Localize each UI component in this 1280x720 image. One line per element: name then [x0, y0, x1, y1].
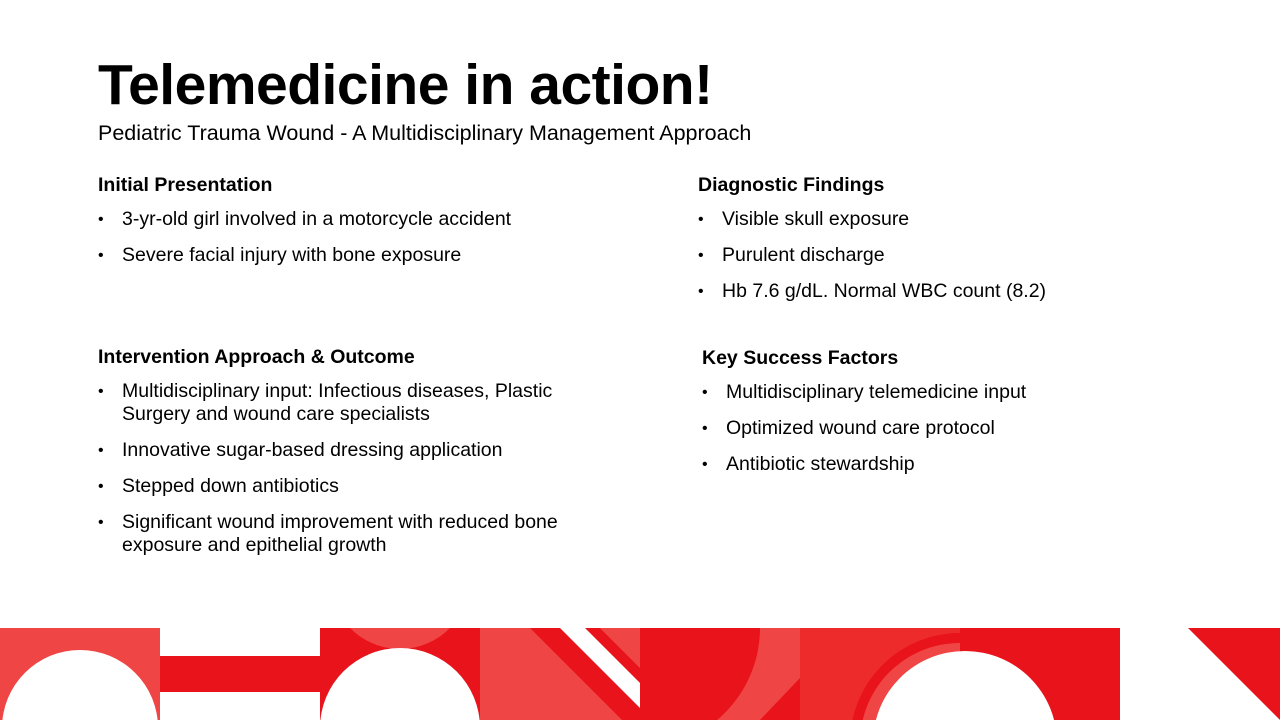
- list-item-text: Multidisciplinary telemedicine input: [726, 381, 1027, 403]
- section-key-success-factors: [702, 345, 1202, 476]
- list-item: [98, 511, 568, 557]
- section-intervention-approach: [98, 344, 568, 557]
- list-item-text: Innovative sugar-based dressing application: [122, 439, 503, 461]
- slide-title: Telemedicine in action!: [98, 53, 713, 117]
- bullet-list: [702, 381, 1202, 476]
- list-item-text: Antibiotic stewardship: [726, 453, 915, 475]
- slide-subtitle: Pediatric Trauma Wound - A Multidisciplinary Management Approach: [98, 121, 752, 145]
- list-item: [98, 244, 598, 267]
- bullet-icon: •: [702, 456, 708, 473]
- bullet-icon: •: [702, 384, 708, 401]
- list-item: [702, 417, 1202, 440]
- list-item-text: Severe facial injury with bone exposure: [122, 244, 462, 266]
- section-initial-presentation: [98, 172, 598, 267]
- list-item-text: Hb 7.6 g/dL. Normal WBC count (8.2): [722, 280, 1047, 302]
- bullet-icon: •: [702, 420, 708, 437]
- bullet-icon: •: [98, 211, 104, 228]
- bullet-icon: •: [98, 247, 104, 264]
- bullet-icon: •: [698, 247, 704, 264]
- bullet-icon: •: [98, 514, 104, 531]
- bullet-icon: •: [698, 283, 704, 300]
- bullet-icon: •: [98, 383, 104, 400]
- banner-tile-8: [1120, 628, 1190, 720]
- geometric-pattern-graphic: [0, 628, 1280, 720]
- section-heading: Key Success Factors: [702, 347, 899, 369]
- list-item-text: Optimized wound care protocol: [726, 417, 995, 439]
- bullet-icon: •: [98, 442, 104, 459]
- list-item: [702, 381, 1202, 404]
- section-heading: Intervention Approach & Outcome: [98, 346, 415, 368]
- list-item-text: Purulent discharge: [722, 244, 885, 266]
- bullet-icon: •: [698, 211, 704, 228]
- list-item-text: Stepped down antibiotics: [122, 475, 339, 497]
- list-item-text: 3-yr-old girl involved in a motorcycle accident: [122, 208, 512, 230]
- list-item: [98, 380, 568, 426]
- list-item-text: Multidisciplinary input: Infectious diseases, Plastic Surgery and wound care specialists: [122, 380, 553, 425]
- list-item: [698, 208, 1198, 231]
- section-heading: Initial Presentation: [98, 174, 273, 196]
- decorative-geometric-banner: [0, 628, 1280, 720]
- list-item: [98, 439, 568, 462]
- list-item-text: Visible skull exposure: [722, 208, 910, 230]
- list-item-text: Significant wound improvement with reduced bone exposure and epithelial growth: [122, 511, 558, 556]
- bullet-list: [698, 208, 1198, 303]
- bullet-list: [98, 208, 598, 267]
- list-item: [98, 208, 598, 231]
- list-item: [98, 475, 568, 498]
- section-diagnostic-findings: [698, 172, 1198, 303]
- list-item: [698, 244, 1198, 267]
- section-heading: Diagnostic Findings: [698, 174, 885, 196]
- red-bar-shape: [160, 656, 320, 692]
- bullet-icon: •: [98, 478, 104, 495]
- list-item: [698, 280, 1198, 303]
- list-item: [702, 453, 1202, 476]
- bullet-list: [98, 380, 568, 557]
